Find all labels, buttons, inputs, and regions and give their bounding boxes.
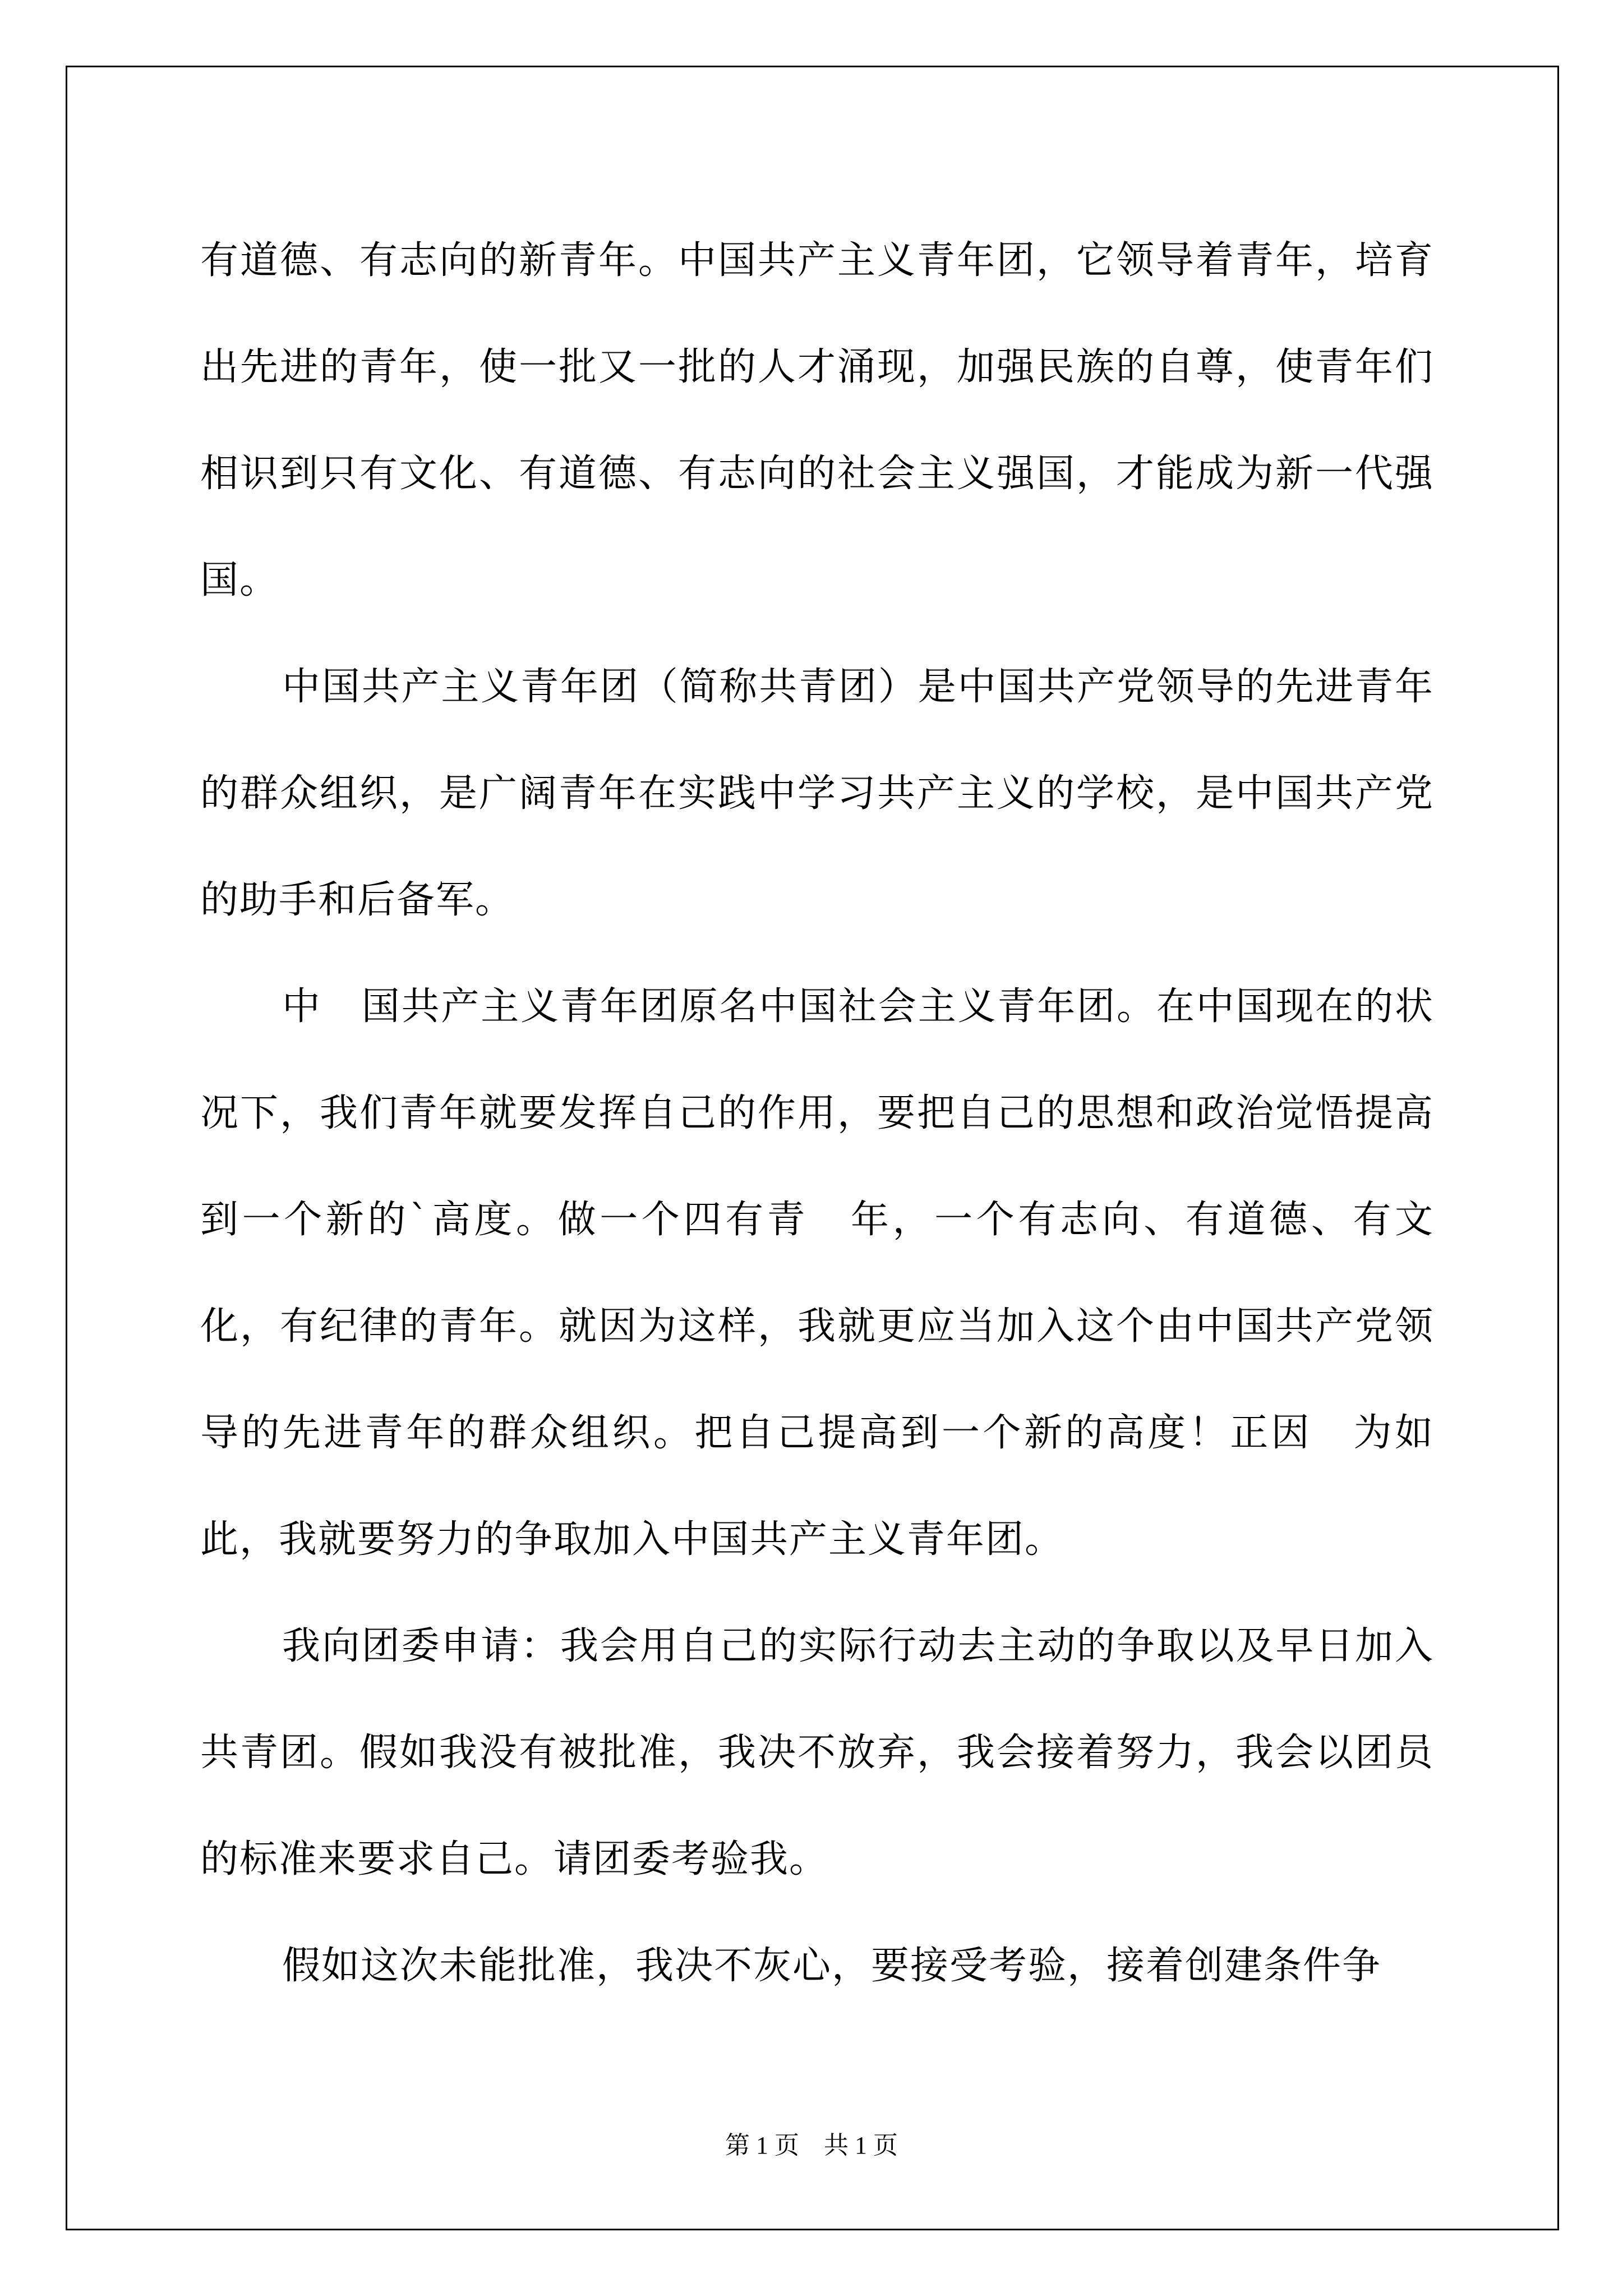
paragraph-2: 中国共产主义青年团（简称共青团）是中国共产党领导的先进青年的群众组织，是广阔青年在实践中学习共产主义的学校，是中国共产党的助手和后备军。 [200,665,1434,922]
paragraph-5: 假如这次未能批准，我决不灰心，要接受考验，接着创建条件争 [282,1944,1382,1988]
paragraph-4: 我向团委申请：我会用自己的实际行动去主动的争取以及早日加入共青团。假如我没有被批准，我决不放弃，我会接着努力，我会以团员的标准来要求自己。请团委考验我。 [200,1624,1434,1881]
document-body [200,208,1434,1988]
paragraph-3: 中 国共产主义青年团原名中国社会主义青年团。在中国现在的状况下，我们青年就要发挥自己的作用，要把自己的思想和政治觉悟提高到一个新的`高度。做一个四有青 年，一个有志向、有道德、有文化，有纪律的青年。就因为这样，我就更应当加入这个由中国共产党领导的先进青年的群众组织。把自己提高到一个新的高度！正因 为如此，我就要努力的争取加入中国共产主义青年团。 [200,984,1434,1562]
page-number-footer: 第 1 页 共 1 页 [725,2132,898,2159]
paragraph-1: 有道德、有志向的新青年。中国共产主义青年团，它领导着青年，培育出先进的青年，使一批又一批的人才涌现，加强民族的自尊，使青年们相识到只有文化、有道德、有志向的社会主义强国，才能成为新一代强国。 [200,238,1434,602]
